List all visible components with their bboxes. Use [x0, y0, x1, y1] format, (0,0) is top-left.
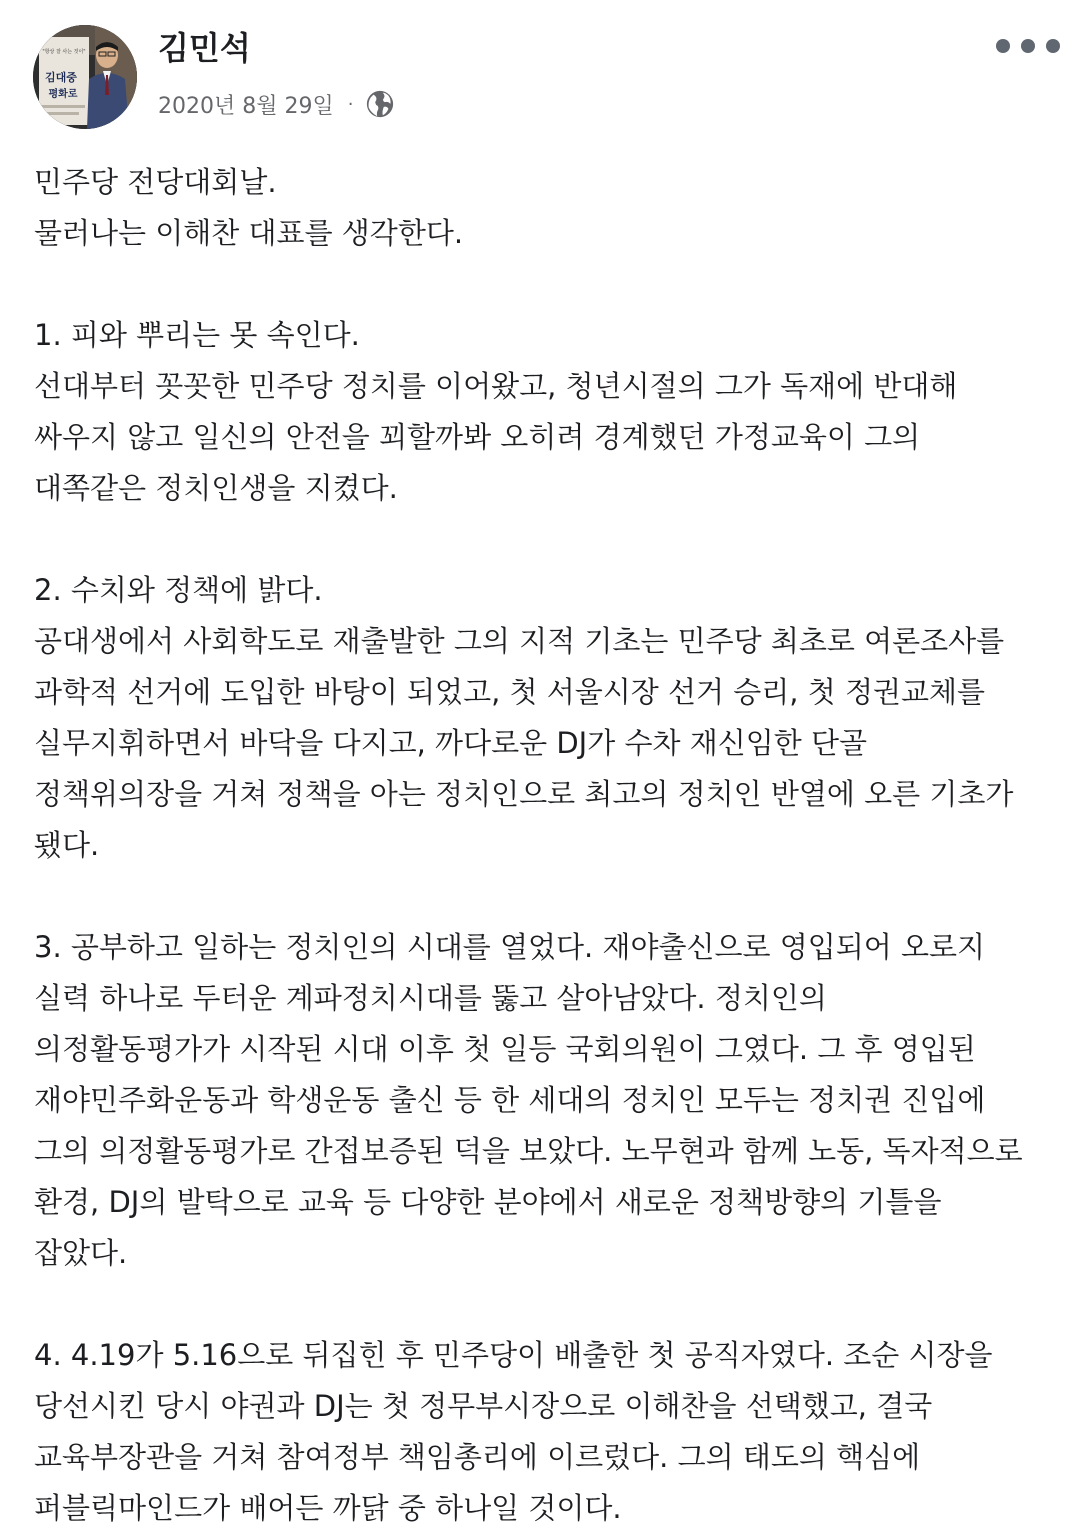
post-date[interactable]: 2020년 8월 29일: [158, 93, 334, 119]
paragraph-4: [34, 1330, 1054, 1534]
post-line: 환경, DJ의 발탁으로 교육 등 다양한 분야에서 새로운 정책방향의 기틀을: [34, 1185, 942, 1219]
post-line: 4. 4.19가 5.16으로 뒤집힌 후 민주당이 배출한 첫 공직자였다. 조순 시장을: [34, 1338, 993, 1372]
post-line: 당선시킨 당시 야권과 DJ는 첫 정무부시장으로 이해찬을 선택했고, 결국: [34, 1389, 933, 1423]
post-line: 싸우지 않고 일신의 안전을 꾀할까봐 오히려 경계했던 가정교육이 그의: [34, 420, 921, 454]
post-meta: [158, 86, 395, 122]
post-line: 공대생에서 사회학도로 재출발한 그의 지적 기초는 민주당 최초로 여론조사를: [34, 624, 1005, 658]
post-line: 선대부터 꼿꼿한 민주당 정치를 이어왔고, 청년시절의 그가 독재에 반대해: [34, 369, 958, 403]
post-line: 잡았다.: [34, 1236, 128, 1270]
author-name[interactable]: 김민석: [158, 29, 251, 67]
more-dot-1: [996, 39, 1010, 53]
post-line: 의정활동평가가 시작된 시대 이후 첫 일등 국회의원이 그였다. 그 후 영입된: [34, 1032, 976, 1066]
post-line: 민주당 전당대회날.: [34, 165, 277, 199]
more-dot-2: [1021, 39, 1035, 53]
avatar-sign-main-2: 평화로: [48, 89, 78, 100]
post-line: 실무지휘하면서 바닥을 다지고, 까다로운 DJ가 수차 재신임한 단골: [34, 726, 867, 760]
post-line: 물러나는 이해찬 대표를 생각한다.: [34, 216, 464, 250]
post-line: 정책위의장을 거쳐 정책을 아는 정치인으로 최고의 정치인 반열에 오른 기초가: [34, 777, 1014, 811]
meta-separator: ·: [347, 93, 354, 115]
post-header: [0, 0, 1080, 150]
post-line: 됐다.: [34, 828, 100, 862]
post-line: 퍼블릭마인드가 배어든 까닭 중 하나일 것이다.: [34, 1491, 622, 1525]
more-options-button[interactable]: [996, 26, 1060, 66]
paragraph-1: [34, 310, 1054, 514]
post-line: 실력 하나로 두터운 계파정치시대를 뚫고 살아남았다. 정치인의: [34, 981, 827, 1015]
post-line: 과학적 선거에 도입한 바탕이 되었고, 첫 서울시장 선거 승리, 첫 정권교체를: [34, 675, 986, 709]
post-line: 교육부장관을 거쳐 참여정부 책임총리에 이르렀다. 그의 태도의 핵심에: [34, 1440, 921, 1474]
more-dot-3: [1046, 39, 1060, 53]
paragraph-2: [34, 565, 1054, 871]
post-text: [34, 157, 1054, 1534]
avatar-sign-main-1: 김대중: [45, 71, 77, 84]
paragraph-intro: [34, 157, 1054, 259]
paragraph-3: [34, 922, 1054, 1279]
post-line: 1. 피와 뿌리는 못 속인다.: [34, 318, 360, 352]
avatar-sign-top: "항상 잘 사는 것이": [42, 49, 86, 55]
post-line: 2. 수치와 정책에 밝다.: [34, 573, 323, 607]
post-line: 재야민주화운동과 학생운동 출신 등 한 세대의 정치인 모두는 정치권 진입에: [34, 1083, 986, 1117]
post-line: 그의 의정활동평가로 간접보증된 덕을 보았다. 노무현과 함께 노동, 독자적으로: [34, 1134, 1023, 1168]
post-line: 3. 공부하고 일하는 정치인의 시대를 열었다. 재야출신으로 영입되어 오로지: [34, 930, 986, 964]
author-avatar[interactable]: [33, 25, 137, 129]
avatar-image: [33, 25, 137, 129]
post-line: 대쪽같은 정치인생을 지켰다.: [34, 471, 398, 505]
globe-icon[interactable]: [365, 89, 395, 119]
